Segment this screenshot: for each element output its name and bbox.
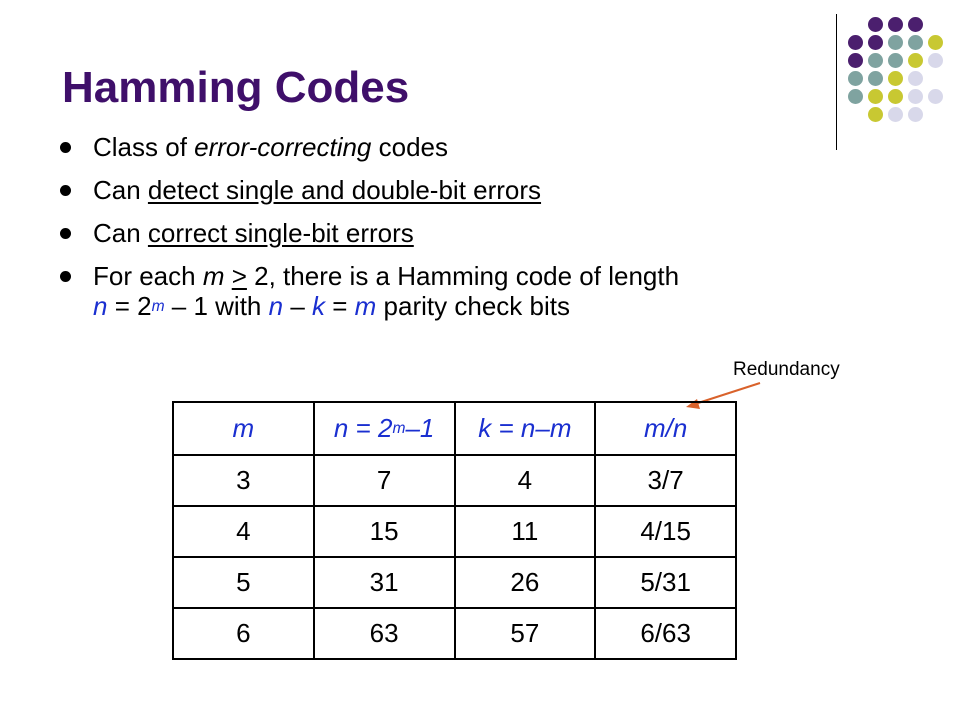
- decorative-dot: [868, 53, 883, 68]
- hamming-table: [172, 401, 737, 660]
- column-header-n: [314, 402, 455, 455]
- table-cell: 3: [173, 455, 314, 506]
- decorative-dot: [868, 89, 883, 104]
- table-row: [173, 506, 736, 557]
- table-cell: 4/15: [595, 506, 736, 557]
- variable-m: m: [354, 291, 377, 321]
- variable-m: m: [202, 261, 225, 291]
- column-header-k: [455, 402, 596, 455]
- bullet-text: Can: [93, 218, 148, 248]
- bullet-line-1: [93, 261, 900, 291]
- decorative-dot: [848, 53, 863, 68]
- bullet-text: =: [325, 291, 355, 321]
- table-header-row: [173, 402, 736, 455]
- decorative-dot: [928, 35, 943, 50]
- table-row: [173, 557, 736, 608]
- emphasis-text: error-correcting: [194, 132, 372, 162]
- table-row: [173, 455, 736, 506]
- bullet-text: 2, there is a Hamming code of length: [246, 261, 680, 291]
- decorative-dot: [868, 35, 883, 50]
- bullet-item: [60, 218, 900, 248]
- slide-title: Hamming Codes: [62, 63, 410, 112]
- table-cell: 26: [455, 557, 596, 608]
- bullet-text: Can: [93, 175, 148, 205]
- decorative-vertical-line: [836, 14, 837, 150]
- bullet-text: – 1 with: [164, 291, 269, 321]
- header-text: –1: [405, 413, 435, 443]
- bullet-list: [60, 132, 900, 334]
- table-row: [173, 608, 736, 659]
- decorative-dot: [888, 53, 903, 68]
- decorative-dot: [868, 71, 883, 86]
- decorative-dot: [908, 53, 923, 68]
- table-cell: 6/63: [595, 608, 736, 659]
- table-cell: 11: [455, 506, 596, 557]
- decorative-dot: [908, 71, 923, 86]
- decorative-dot: [868, 17, 883, 32]
- table-cell: 31: [314, 557, 455, 608]
- bullet-item: [60, 261, 900, 321]
- decorative-dot: [908, 89, 923, 104]
- bullet-text: Class of: [93, 132, 195, 162]
- table-cell: 3/7: [595, 455, 736, 506]
- table-cell: 15: [314, 506, 455, 557]
- table-cell: 4: [173, 506, 314, 557]
- decorative-dot: [908, 17, 923, 32]
- redundancy-label: Redundancy: [733, 359, 840, 380]
- header-text: m/n: [643, 413, 688, 443]
- decorative-dot: [888, 35, 903, 50]
- bullet-text: = 2: [107, 291, 152, 321]
- table-cell: 4: [455, 455, 596, 506]
- decorative-dot: [848, 71, 863, 86]
- variable-k: k: [312, 291, 326, 321]
- column-header-ratio: [595, 402, 736, 455]
- underlined-text: detect single and double-bit errors: [147, 175, 542, 205]
- decorative-dot: [848, 89, 863, 104]
- header-text: k = n–m: [478, 413, 572, 443]
- table-cell: 5/31: [595, 557, 736, 608]
- decorative-dot: [848, 35, 863, 50]
- bullet-text: parity check bits: [376, 291, 570, 321]
- variable-n: n: [93, 291, 108, 321]
- header-text: m: [232, 413, 255, 443]
- decorative-dot: [888, 17, 903, 32]
- header-superscript: m: [392, 420, 406, 437]
- gte-symbol: >: [231, 261, 247, 291]
- table-cell: 7: [314, 455, 455, 506]
- bullet-text: –: [283, 291, 313, 321]
- variable-n: n: [268, 291, 284, 321]
- superscript-m: m: [151, 298, 165, 315]
- decorative-dot: [928, 89, 943, 104]
- bullet-text: codes: [371, 132, 449, 162]
- column-header-m: [173, 402, 314, 455]
- header-text: n = 2: [333, 413, 393, 443]
- bullet-item: [60, 175, 900, 205]
- bullet-item: [60, 132, 900, 162]
- decorative-dot: [908, 107, 923, 122]
- decorative-dot: [888, 107, 903, 122]
- bullet-line-2: [93, 291, 900, 321]
- bullet-text: For each: [93, 261, 203, 291]
- decorative-dot: [908, 35, 923, 50]
- decorative-dot: [888, 71, 903, 86]
- table-cell: 5: [173, 557, 314, 608]
- table-cell: 57: [455, 608, 596, 659]
- table-cell: 63: [314, 608, 455, 659]
- underlined-text: correct single-bit errors: [147, 218, 414, 248]
- decorative-dot: [928, 53, 943, 68]
- decorative-dot: [888, 89, 903, 104]
- table-cell: 6: [173, 608, 314, 659]
- bullet-text: [225, 261, 232, 291]
- decorative-dot: [868, 107, 883, 122]
